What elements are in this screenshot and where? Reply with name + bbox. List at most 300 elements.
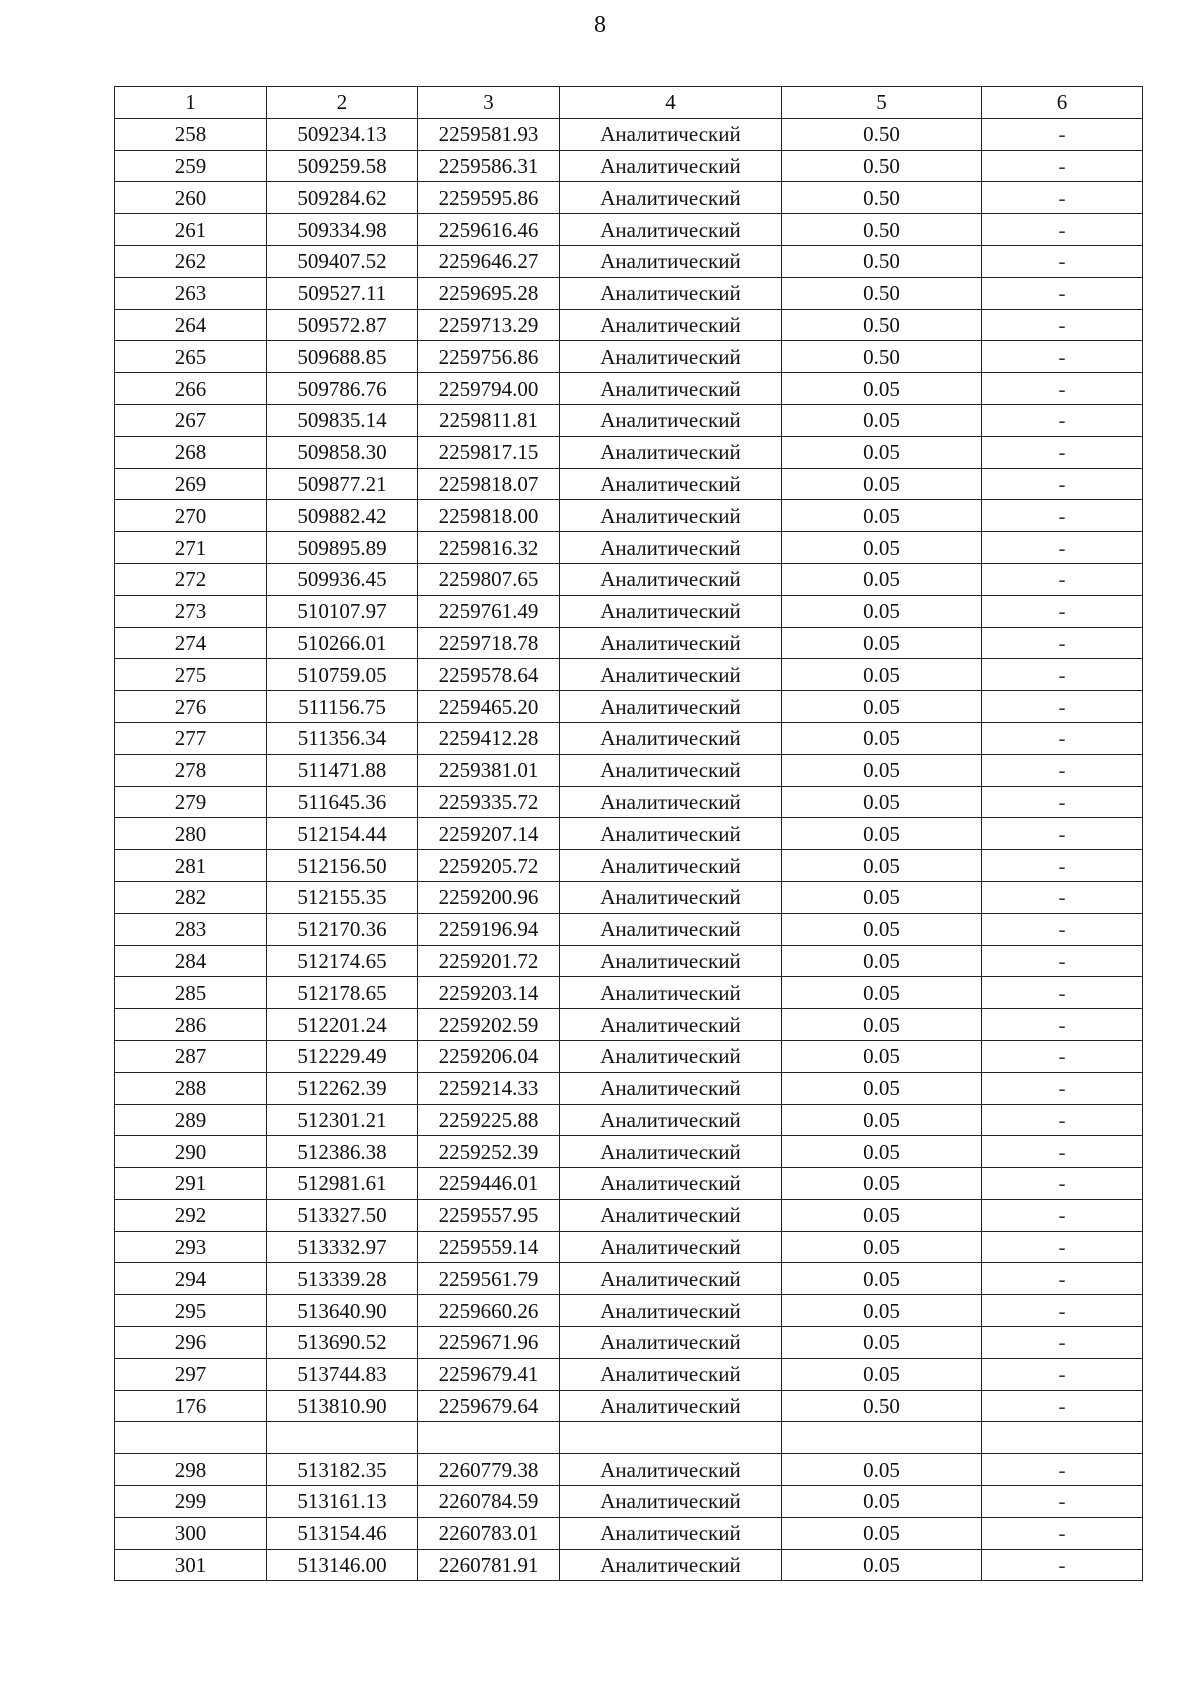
y-coordinate-cell: 2259214.33 [418, 1072, 560, 1104]
x-coordinate-cell: 512262.39 [267, 1072, 418, 1104]
note-cell: - [982, 1231, 1143, 1263]
y-coordinate-cell: 2259817.15 [418, 436, 560, 468]
method-cell: Аналитический [560, 182, 782, 214]
note-cell: - [982, 1454, 1143, 1486]
method-cell: Аналитический [560, 818, 782, 850]
method-cell: Аналитический [560, 532, 782, 564]
y-coordinate-cell: 2259595.86 [418, 182, 560, 214]
note-cell: - [982, 850, 1143, 882]
point-number-cell: 274 [115, 627, 267, 659]
y-coordinate-cell: 2259581.93 [418, 118, 560, 150]
accuracy-cell: 0.50 [782, 309, 982, 341]
method-cell: Аналитический [560, 977, 782, 1009]
table-row [115, 404, 1143, 436]
x-coordinate-cell: 511156.75 [267, 691, 418, 723]
table-row [115, 1040, 1143, 1072]
column-header-3: 3 [418, 87, 560, 119]
y-coordinate-cell: 2259202.59 [418, 1009, 560, 1041]
table-row [115, 977, 1143, 1009]
y-coordinate-cell: 2259412.28 [418, 722, 560, 754]
y-coordinate-cell: 2260779.38 [418, 1454, 560, 1486]
method-cell: Аналитический [560, 500, 782, 532]
accuracy-cell: 0.05 [782, 1327, 982, 1359]
y-coordinate-cell: 2259794.00 [418, 373, 560, 405]
point-number-cell: 268 [115, 436, 267, 468]
method-cell: Аналитический [560, 277, 782, 309]
note-cell: - [982, 818, 1143, 850]
x-coordinate-cell: 513332.97 [267, 1231, 418, 1263]
x-coordinate-cell: 512386.38 [267, 1136, 418, 1168]
point-number-cell: 291 [115, 1168, 267, 1200]
note-cell: - [982, 150, 1143, 182]
note-cell: - [982, 691, 1143, 723]
x-coordinate-cell: 509786.76 [267, 373, 418, 405]
method-cell: Аналитический [560, 627, 782, 659]
accuracy-cell: 0.05 [782, 595, 982, 627]
x-coordinate-cell: 511645.36 [267, 786, 418, 818]
table-row [115, 532, 1143, 564]
point-number-cell: 283 [115, 913, 267, 945]
note-cell: - [982, 1295, 1143, 1327]
point-number-cell: 295 [115, 1295, 267, 1327]
x-coordinate-cell: 509882.42 [267, 500, 418, 532]
point-number-cell: 272 [115, 563, 267, 595]
x-coordinate-cell: 513690.52 [267, 1327, 418, 1359]
x-coordinate-cell: 513161.13 [267, 1486, 418, 1518]
y-coordinate-cell: 2259252.39 [418, 1136, 560, 1168]
x-coordinate-cell: 513154.46 [267, 1517, 418, 1549]
point-number-cell: 176 [115, 1390, 267, 1422]
point-number-cell: 289 [115, 1104, 267, 1136]
method-cell: Аналитический [560, 913, 782, 945]
note-cell: - [982, 1327, 1143, 1359]
y-coordinate-cell: 2259201.72 [418, 945, 560, 977]
note-cell: - [982, 627, 1143, 659]
y-coordinate-cell: 2259756.86 [418, 341, 560, 373]
method-cell: Аналитический [560, 150, 782, 182]
accuracy-cell: 0.05 [782, 1231, 982, 1263]
table-row [115, 818, 1143, 850]
point-number-cell [115, 1422, 267, 1454]
note-cell: - [982, 404, 1143, 436]
y-coordinate-cell: 2259206.04 [418, 1040, 560, 1072]
accuracy-cell: 0.05 [782, 1009, 982, 1041]
table-row [115, 1199, 1143, 1231]
method-cell: Аналитический [560, 341, 782, 373]
point-number-cell: 267 [115, 404, 267, 436]
method-cell: Аналитический [560, 1263, 782, 1295]
method-cell: Аналитический [560, 436, 782, 468]
method-cell: Аналитический [560, 1072, 782, 1104]
y-coordinate-cell: 2259381.01 [418, 754, 560, 786]
x-coordinate-cell: 513339.28 [267, 1263, 418, 1295]
table-row [115, 1295, 1143, 1327]
x-coordinate-cell: 509835.14 [267, 404, 418, 436]
column-header-6: 6 [982, 87, 1143, 119]
method-cell: Аналитический [560, 1358, 782, 1390]
note-cell: - [982, 373, 1143, 405]
note-cell: - [982, 309, 1143, 341]
y-coordinate-cell: 2259559.14 [418, 1231, 560, 1263]
note-cell: - [982, 722, 1143, 754]
x-coordinate-cell: 509234.13 [267, 118, 418, 150]
column-header-4: 4 [560, 87, 782, 119]
note-cell: - [982, 341, 1143, 373]
table-row [115, 1549, 1143, 1581]
x-coordinate-cell: 513327.50 [267, 1199, 418, 1231]
point-number-cell: 270 [115, 500, 267, 532]
table-row [115, 1327, 1143, 1359]
note-cell: - [982, 754, 1143, 786]
column-header-1: 1 [115, 87, 267, 119]
method-cell: Аналитический [560, 945, 782, 977]
method-cell: Аналитический [560, 1295, 782, 1327]
point-number-cell: 266 [115, 373, 267, 405]
y-coordinate-cell: 2259578.64 [418, 659, 560, 691]
accuracy-cell: 0.05 [782, 977, 982, 1009]
table-row [115, 627, 1143, 659]
accuracy-cell: 0.50 [782, 118, 982, 150]
note-cell: - [982, 277, 1143, 309]
y-coordinate-cell: 2259718.78 [418, 627, 560, 659]
x-coordinate-cell: 509688.85 [267, 341, 418, 373]
table-row [115, 1358, 1143, 1390]
accuracy-cell: 0.05 [782, 1549, 982, 1581]
coordinates-table [114, 86, 1143, 1581]
method-cell: Аналитический [560, 786, 782, 818]
table-row [115, 1168, 1143, 1200]
point-number-cell: 275 [115, 659, 267, 691]
x-coordinate-cell: 509936.45 [267, 563, 418, 595]
accuracy-cell: 0.05 [782, 1199, 982, 1231]
table-row [115, 659, 1143, 691]
note-cell: - [982, 1199, 1143, 1231]
y-coordinate-cell: 2260784.59 [418, 1486, 560, 1518]
point-number-cell: 265 [115, 341, 267, 373]
point-number-cell: 258 [115, 118, 267, 150]
table-row [115, 1104, 1143, 1136]
table-row [115, 1390, 1143, 1422]
table-row [115, 786, 1143, 818]
accuracy-cell: 0.05 [782, 404, 982, 436]
point-number-cell: 271 [115, 532, 267, 564]
y-coordinate-cell: 2259335.72 [418, 786, 560, 818]
accuracy-cell: 0.05 [782, 500, 982, 532]
page-number: 8 [594, 12, 606, 38]
method-cell: Аналитический [560, 659, 782, 691]
table-row [115, 595, 1143, 627]
table-row [115, 1517, 1143, 1549]
note-cell: - [982, 1486, 1143, 1518]
table-row [115, 182, 1143, 214]
point-number-cell: 299 [115, 1486, 267, 1518]
note-cell: - [982, 786, 1143, 818]
x-coordinate-cell: 509334.98 [267, 214, 418, 246]
method-cell: Аналитический [560, 404, 782, 436]
y-coordinate-cell: 2259616.46 [418, 214, 560, 246]
x-coordinate-cell: 510266.01 [267, 627, 418, 659]
table-row [115, 691, 1143, 723]
x-coordinate-cell: 509572.87 [267, 309, 418, 341]
y-coordinate-cell: 2259646.27 [418, 245, 560, 277]
accuracy-cell: 0.05 [782, 1104, 982, 1136]
x-coordinate-cell: 512154.44 [267, 818, 418, 850]
column-header-5: 5 [782, 87, 982, 119]
point-number-cell: 273 [115, 595, 267, 627]
table-row [115, 1422, 1143, 1454]
x-coordinate-cell: 513810.90 [267, 1390, 418, 1422]
point-number-cell: 290 [115, 1136, 267, 1168]
x-coordinate-cell: 513182.35 [267, 1454, 418, 1486]
point-number-cell: 261 [115, 214, 267, 246]
accuracy-cell: 0.05 [782, 436, 982, 468]
table-row [115, 1009, 1143, 1041]
point-number-cell: 269 [115, 468, 267, 500]
y-coordinate-cell: 2259818.07 [418, 468, 560, 500]
y-coordinate-cell: 2259200.96 [418, 881, 560, 913]
table-row [115, 945, 1143, 977]
note-cell: - [982, 1517, 1143, 1549]
point-number-cell: 300 [115, 1517, 267, 1549]
method-cell: Аналитический [560, 118, 782, 150]
method-cell: Аналитический [560, 1136, 782, 1168]
note-cell: - [982, 1168, 1143, 1200]
method-cell: Аналитический [560, 214, 782, 246]
accuracy-cell: 0.05 [782, 786, 982, 818]
y-coordinate-cell: 2259695.28 [418, 277, 560, 309]
note-cell: - [982, 118, 1143, 150]
point-number-cell: 276 [115, 691, 267, 723]
accuracy-cell [782, 1422, 982, 1454]
method-cell: Аналитический [560, 754, 782, 786]
accuracy-cell: 0.05 [782, 1263, 982, 1295]
x-coordinate-cell: 509407.52 [267, 245, 418, 277]
x-coordinate-cell: 509877.21 [267, 468, 418, 500]
method-cell: Аналитический [560, 881, 782, 913]
note-cell: - [982, 659, 1143, 691]
accuracy-cell: 0.05 [782, 945, 982, 977]
accuracy-cell: 0.05 [782, 1136, 982, 1168]
table-header-row [115, 87, 1143, 119]
point-number-cell: 285 [115, 977, 267, 1009]
method-cell: Аналитический [560, 373, 782, 405]
accuracy-cell: 0.50 [782, 182, 982, 214]
note-cell: - [982, 595, 1143, 627]
note-cell [982, 1422, 1143, 1454]
y-coordinate-cell: 2259811.81 [418, 404, 560, 436]
x-coordinate-cell: 512178.65 [267, 977, 418, 1009]
note-cell: - [982, 1549, 1143, 1581]
accuracy-cell: 0.05 [782, 1454, 982, 1486]
method-cell: Аналитический [560, 1327, 782, 1359]
method-cell: Аналитический [560, 1199, 782, 1231]
table-row [115, 1486, 1143, 1518]
y-coordinate-cell: 2259660.26 [418, 1295, 560, 1327]
y-coordinate-cell: 2259561.79 [418, 1263, 560, 1295]
note-cell: - [982, 1263, 1143, 1295]
method-cell: Аналитический [560, 1104, 782, 1136]
y-coordinate-cell: 2259679.41 [418, 1358, 560, 1390]
table-row [115, 913, 1143, 945]
x-coordinate-cell: 513744.83 [267, 1358, 418, 1390]
method-cell [560, 1422, 782, 1454]
x-coordinate-cell: 513640.90 [267, 1295, 418, 1327]
point-number-cell: 286 [115, 1009, 267, 1041]
note-cell: - [982, 1072, 1143, 1104]
x-coordinate-cell: 512981.61 [267, 1168, 418, 1200]
accuracy-cell: 0.05 [782, 563, 982, 595]
accuracy-cell: 0.05 [782, 754, 982, 786]
note-cell: - [982, 214, 1143, 246]
x-coordinate-cell: 512170.36 [267, 913, 418, 945]
x-coordinate-cell: 509259.58 [267, 150, 418, 182]
accuracy-cell: 0.05 [782, 659, 982, 691]
accuracy-cell: 0.05 [782, 818, 982, 850]
accuracy-cell: 0.05 [782, 1040, 982, 1072]
y-coordinate-cell: 2259586.31 [418, 150, 560, 182]
y-coordinate-cell: 2259761.49 [418, 595, 560, 627]
y-coordinate-cell: 2259818.00 [418, 500, 560, 532]
y-coordinate-cell: 2259679.64 [418, 1390, 560, 1422]
note-cell: - [982, 1358, 1143, 1390]
point-number-cell: 297 [115, 1358, 267, 1390]
point-number-cell: 263 [115, 277, 267, 309]
point-number-cell: 284 [115, 945, 267, 977]
y-coordinate-cell: 2260783.01 [418, 1517, 560, 1549]
x-coordinate-cell: 511356.34 [267, 722, 418, 754]
y-coordinate-cell: 2259196.94 [418, 913, 560, 945]
point-number-cell: 293 [115, 1231, 267, 1263]
point-number-cell: 260 [115, 182, 267, 214]
point-number-cell: 301 [115, 1549, 267, 1581]
table-row [115, 563, 1143, 595]
x-coordinate-cell: 512174.65 [267, 945, 418, 977]
point-number-cell: 259 [115, 150, 267, 182]
accuracy-cell: 0.05 [782, 373, 982, 405]
note-cell: - [982, 1390, 1143, 1422]
point-number-cell: 281 [115, 850, 267, 882]
note-cell: - [982, 977, 1143, 1009]
x-coordinate-cell: 512156.50 [267, 850, 418, 882]
point-number-cell: 282 [115, 881, 267, 913]
note-cell: - [982, 436, 1143, 468]
y-coordinate-cell: 2259807.65 [418, 563, 560, 595]
table-row [115, 754, 1143, 786]
table-row [115, 850, 1143, 882]
table-row [115, 722, 1143, 754]
method-cell: Аналитический [560, 1390, 782, 1422]
table-row [115, 341, 1143, 373]
accuracy-cell: 0.05 [782, 532, 982, 564]
table-row [115, 1231, 1143, 1263]
point-number-cell: 288 [115, 1072, 267, 1104]
point-number-cell: 278 [115, 754, 267, 786]
note-cell: - [982, 1136, 1143, 1168]
accuracy-cell: 0.50 [782, 341, 982, 373]
y-coordinate-cell: 2259713.29 [418, 309, 560, 341]
table-row [115, 500, 1143, 532]
x-coordinate-cell: 510759.05 [267, 659, 418, 691]
x-coordinate-cell: 512301.21 [267, 1104, 418, 1136]
point-number-cell: 287 [115, 1040, 267, 1072]
note-cell: - [982, 532, 1143, 564]
accuracy-cell: 0.05 [782, 1358, 982, 1390]
table-row [115, 468, 1143, 500]
y-coordinate-cell: 2259465.20 [418, 691, 560, 723]
x-coordinate-cell: 512155.35 [267, 881, 418, 913]
table-row [115, 1136, 1143, 1168]
table-row [115, 1263, 1143, 1295]
y-coordinate-cell: 2259557.95 [418, 1199, 560, 1231]
method-cell: Аналитический [560, 468, 782, 500]
y-coordinate-cell: 2259203.14 [418, 977, 560, 1009]
accuracy-cell: 0.50 [782, 277, 982, 309]
x-coordinate-cell: 512229.49 [267, 1040, 418, 1072]
x-coordinate-cell: 509527.11 [267, 277, 418, 309]
table-row [115, 245, 1143, 277]
point-number-cell: 279 [115, 786, 267, 818]
accuracy-cell: 0.50 [782, 245, 982, 277]
accuracy-cell: 0.05 [782, 1486, 982, 1518]
method-cell: Аналитический [560, 1549, 782, 1581]
note-cell: - [982, 945, 1143, 977]
table-row [115, 309, 1143, 341]
x-coordinate-cell: 509858.30 [267, 436, 418, 468]
note-cell: - [982, 881, 1143, 913]
y-coordinate-cell: 2259207.14 [418, 818, 560, 850]
point-number-cell: 298 [115, 1454, 267, 1486]
table-row [115, 118, 1143, 150]
y-coordinate-cell: 2259205.72 [418, 850, 560, 882]
note-cell: - [982, 182, 1143, 214]
y-coordinate-cell: 2259225.88 [418, 1104, 560, 1136]
method-cell: Аналитический [560, 245, 782, 277]
table-row [115, 373, 1143, 405]
y-coordinate-cell: 2259671.96 [418, 1327, 560, 1359]
point-number-cell: 280 [115, 818, 267, 850]
point-number-cell: 294 [115, 1263, 267, 1295]
table-row [115, 150, 1143, 182]
point-number-cell: 296 [115, 1327, 267, 1359]
method-cell: Аналитический [560, 691, 782, 723]
table-row [115, 277, 1143, 309]
accuracy-cell: 0.05 [782, 1517, 982, 1549]
note-cell: - [982, 245, 1143, 277]
accuracy-cell: 0.05 [782, 850, 982, 882]
method-cell: Аналитический [560, 1486, 782, 1518]
note-cell: - [982, 1009, 1143, 1041]
y-coordinate-cell: 2260781.91 [418, 1549, 560, 1581]
method-cell: Аналитический [560, 1168, 782, 1200]
y-coordinate-cell: 2259446.01 [418, 1168, 560, 1200]
note-cell: - [982, 468, 1143, 500]
point-number-cell: 277 [115, 722, 267, 754]
x-coordinate-cell: 509895.89 [267, 532, 418, 564]
accuracy-cell: 0.05 [782, 913, 982, 945]
x-coordinate-cell: 512201.24 [267, 1009, 418, 1041]
x-coordinate-cell: 513146.00 [267, 1549, 418, 1581]
table-body [115, 118, 1143, 1581]
accuracy-cell: 0.50 [782, 150, 982, 182]
note-cell: - [982, 500, 1143, 532]
method-cell: Аналитический [560, 1231, 782, 1263]
method-cell: Аналитический [560, 563, 782, 595]
accuracy-cell: 0.05 [782, 881, 982, 913]
point-number-cell: 262 [115, 245, 267, 277]
accuracy-cell: 0.05 [782, 1295, 982, 1327]
method-cell: Аналитический [560, 1040, 782, 1072]
y-coordinate-cell [418, 1422, 560, 1454]
